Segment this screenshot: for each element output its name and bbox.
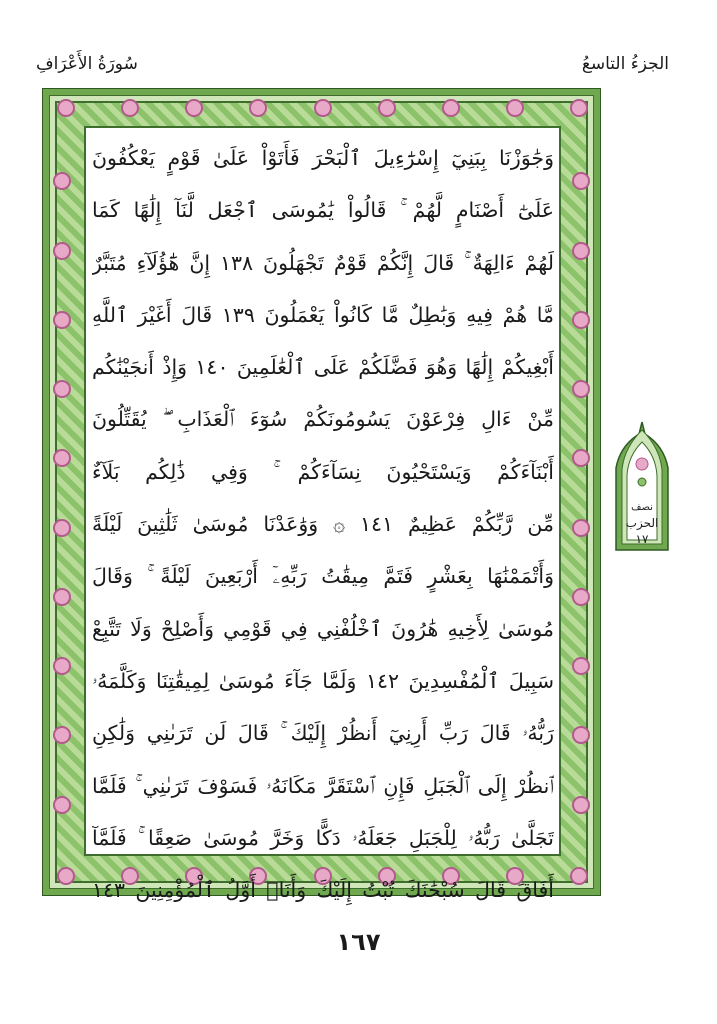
rosette-ornament-icon: [572, 311, 590, 329]
rosette-ornament-icon: [57, 99, 75, 117]
rosette-ornament-icon: [572, 796, 590, 814]
verse-line: ٱنظُرْ إِلَى ٱلْجَبَلِ فَإِنِ ٱسْتَقَرَّ مَكَانَهُۥ فَسَوْفَ تَرَىٰنِي ۚ فَلَمَّا: [92, 773, 554, 798]
verses-block: [92, 132, 554, 916]
hizb-label: الحزب: [625, 516, 659, 530]
verse-line: مَّا هُمْ فِيهِ وَبَٰطِلٌ مَّا كَانُواْ يَعْمَلُونَ ١٣٩ قَالَ أَغَيْرَ ٱللَّهِ: [92, 302, 554, 327]
rosette-ornament-icon: [53, 380, 71, 398]
hizb-number: ١٧: [635, 532, 649, 546]
verse-line: لَهُمْ ءَالِهَةٌ ۚ قَالَ إِنَّكُمْ قَوْمٌ تَجْهَلُونَ ١٣٨ إِنَّ هَٰٓؤُلَآءِ مُتَبَّرٌ: [92, 250, 554, 275]
rosette-ornament-icon: [570, 867, 588, 885]
rosette-ornament-icon: [57, 867, 75, 885]
rosette-ornament-icon: [506, 99, 524, 117]
hizb-marker: [612, 420, 672, 552]
verse-line: عَلَىٰٓ أَصْنَامٍ لَّهُمْ ۚ قَالُواْ يَٰمُوسَى ٱجْعَل لَّنَآ إِلَٰهًا كَمَا: [92, 198, 554, 223]
rosette-ornament-icon: [53, 519, 71, 537]
verse-line: وَأَتْمَمْنَٰهَا بِعَشْرٍ فَتَمَّ مِيقَٰتُ رَبِّهِۦٓ أَرْبَعِينَ لَيْلَةً ۚ وَقَالَ: [92, 564, 554, 589]
juz-header: الجزءُ التاسعُ: [581, 54, 669, 74]
verse-line: أَفَاقَ قَالَ سُبْحَٰنَكَ تُبْتُ إِلَيْكَ وَأَنَا۠ أَوَّلُ ٱلْمُؤْمِنِينَ ١٤٣: [92, 878, 554, 903]
verse-line: وَجَٰوَزْنَا بِبَنِيٓ إِسْرَٰٓءِيلَ ٱلْبَحْرَ فَأَتَوْاْ عَلَىٰ قَوْمٍ يَعْكُفُونَ: [92, 146, 554, 170]
rosette-ornament-icon: [53, 588, 71, 606]
rosette-ornament-icon: [53, 242, 71, 260]
verse-line: مُوسَىٰ لِأَخِيهِ هَٰرُونَ ٱخْلُفْنِي فِي قَوْمِي وَأَصْلِحْ وَلَا تَتَّبِعْ: [92, 616, 554, 641]
verse-line: أَبْنَآءَكُمْ وَيَسْتَحْيُونَ نِسَآءَكُمْ ۚ وَفِي ذَٰلِكُم بَلَآءٌ: [92, 459, 554, 484]
rosette-ornament-icon: [442, 99, 460, 117]
verse-line: تَجَلَّىٰ رَبُّهُۥ لِلْجَبَلِ جَعَلَهُۥ دَكًّا وَخَرَّ مُوسَىٰ صَعِقًا ۚ فَلَمَّآ: [92, 825, 554, 850]
verse-line: مِّنْ ءَالِ فِرْعَوْنَ يَسُومُونَكُمْ سُوٓءَ ٱلْعَذَابِ ۖ يُقَتِّلُونَ: [92, 407, 554, 432]
rosette-ornament-icon: [121, 99, 139, 117]
verse-line: رَبُّهُۥ قَالَ رَبِّ أَرِنِيٓ أَنظُرْ إِلَيْكَ ۚ قَالَ لَن تَرَىٰنِي وَلَٰكِنِ: [92, 721, 554, 746]
surah-header: سُورَةُ الأَعْرَافِ: [36, 54, 138, 74]
verse-line: أَبْغِيكُمْ إِلَٰهًا وَهُوَ فَضَّلَكُمْ عَلَى ٱلْعَٰلَمِينَ ١٤٠ وَإِذْ أَنجَيْنَٰكُم: [92, 355, 554, 380]
rosette-ornament-icon: [572, 242, 590, 260]
rosette-ornament-icon: [314, 99, 332, 117]
rosette-ornament-icon: [572, 588, 590, 606]
page-number: ١٦٧: [336, 928, 381, 956]
rosette-ornament-icon: [570, 99, 588, 117]
rosette-ornament-icon: [572, 519, 590, 537]
verse-line: مِّن رَّبِّكُمْ عَظِيمٌ ١٤١ ۞ وَوَٰعَدْنَا مُوسَىٰ ثَلَٰثِينَ لَيْلَةً: [92, 512, 554, 537]
verse-line: سَبِيلَ ٱلْمُفْسِدِينَ ١٤٢ وَلَمَّا جَآءَ مُوسَىٰ لِمِيقَٰتِنَا وَكَلَّمَهُۥ: [92, 668, 554, 693]
rosette-ornament-icon: [378, 99, 396, 117]
hizb-label-small: نصف: [631, 502, 653, 513]
rosette-ornament-icon: [53, 796, 71, 814]
rosette-ornament-icon: [572, 380, 590, 398]
rosette-ornament-icon: [53, 311, 71, 329]
